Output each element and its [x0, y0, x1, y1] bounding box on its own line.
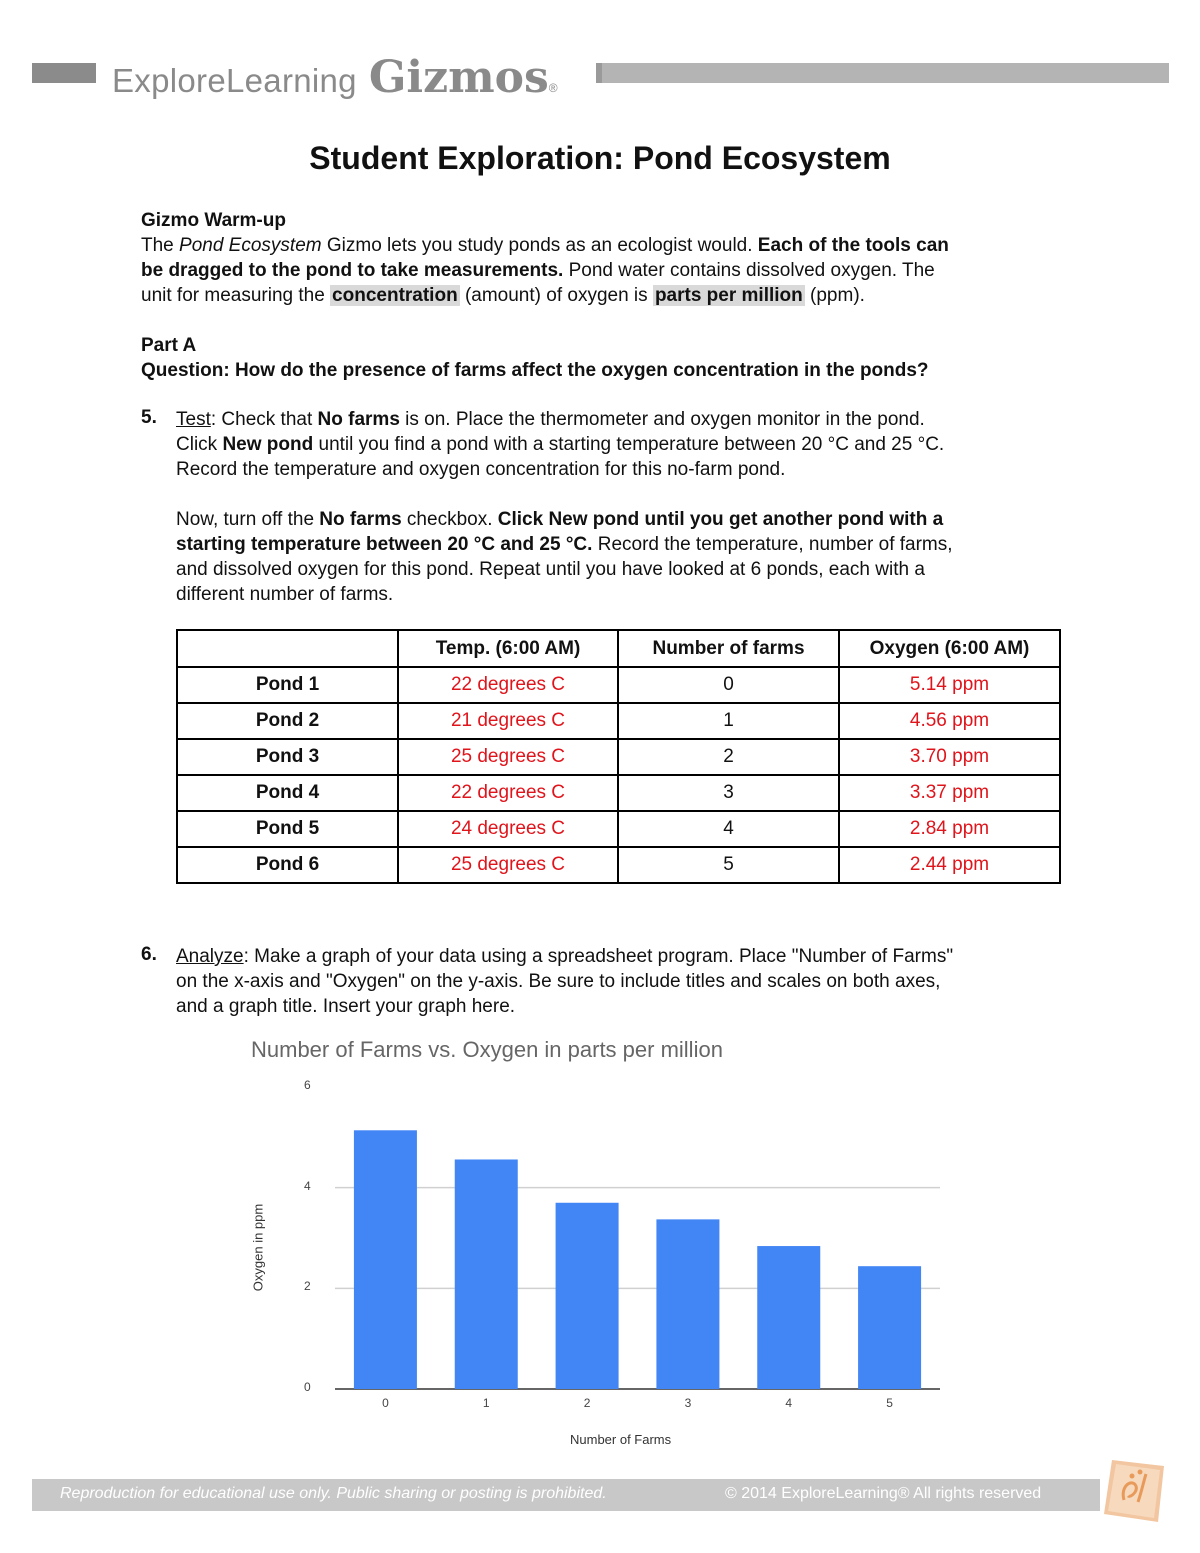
x-tick-label: 4: [785, 1396, 793, 1410]
q6-line-2: on the x-axis and "Oxygen" on the y-axis. Be sure to include titles and scales on both axes,: [176, 971, 941, 992]
pond-farms: 2: [618, 739, 839, 775]
q5-line-6: and dissolved oxygen for this pond. Repeat until you have looked at 6 ponds, each with a: [176, 559, 925, 580]
trademark-symbol: ®: [548, 81, 558, 95]
chart-bar: [757, 1246, 820, 1389]
pond-temp: 22 degrees C: [398, 775, 618, 811]
x-tick-label: 3: [684, 1396, 692, 1410]
pond-name: Pond 5: [177, 811, 398, 847]
x-tick-label: 0: [382, 1396, 389, 1410]
warmup-line-3: unit for measuring the concentration (amount) of oxygen is parts per million (ppm).: [141, 285, 865, 306]
chart-x-axis-label: Number of Farms: [570, 1432, 672, 1447]
pond-oxygen: 2.84 ppm: [839, 811, 1060, 847]
q5-line-7: different number of farms.: [176, 584, 394, 605]
pond-farms: 1: [618, 703, 839, 739]
header-farms: Number of farms: [618, 630, 839, 667]
chart-bar: [858, 1266, 921, 1389]
pond-oxygen: 4.56 ppm: [839, 703, 1060, 739]
warmup-line-2: be dragged to the pond to take measurements. Pond water contains dissolved oxygen. The: [141, 260, 935, 281]
pond-name: Pond 4: [177, 775, 398, 811]
brand-gizmos: Gizmos: [368, 52, 549, 103]
footer-copyright: © 2014 ExploreLearning® All rights reserved: [725, 1485, 1042, 1502]
x-tick-label: 1: [482, 1396, 490, 1410]
q5-line-1: Test: Check that No farms is on. Place the thermometer and oxygen monitor in the pond.: [176, 409, 925, 430]
q6-line-1: Analyze: Make a graph of your data using a spreadsheet program. Place "Number of Farms": [176, 946, 954, 967]
pond-oxygen: 3.70 ppm: [839, 739, 1060, 775]
part-a-question: Question: How do the presence of farms affect the oxygen concentration in the ponds?: [141, 360, 929, 381]
warmup-heading: Gizmo Warm-up: [141, 210, 286, 231]
q5-line-2: Click New pond until you find a pond with a starting temperature between 20 °C and 25 °C.: [176, 434, 945, 455]
q5-number: 5.: [141, 407, 157, 428]
q5-line-4: Now, turn off the No farms checkbox. Click New pond until you get another pond with a: [176, 509, 944, 530]
brand-explorelearning: ExploreLearning: [112, 62, 357, 99]
x-tick-label: 2: [583, 1396, 591, 1410]
chart-bar: [354, 1130, 417, 1389]
part-a-heading: Part A: [141, 335, 197, 356]
pond-temp: 24 degrees C: [398, 811, 618, 847]
y-tick-label: 4: [304, 1178, 311, 1193]
chart-bar: [656, 1219, 719, 1389]
pond-name: Pond 1: [177, 667, 398, 703]
chart-bar: [556, 1203, 619, 1389]
chart-title: Number of Farms vs. Oxygen in parts per million: [251, 1037, 723, 1062]
q5-line-5: starting temperature between 20 °C and 25 °C. Record the temperature, number of farms,: [176, 534, 953, 555]
page-title: Student Exploration: Pond Ecosystem: [309, 140, 891, 176]
pond-name: Pond 3: [177, 739, 398, 775]
explorelearning-badge-icon: [1098, 1456, 1168, 1526]
highlight-concentration: concentration: [332, 285, 458, 306]
y-tick-label: 6: [304, 1078, 311, 1092]
warmup-line-1: The Pond Ecosystem Gizmo lets you study ponds as an ecologist would. Each of the tools can: [141, 235, 949, 256]
footer-disclaimer: Reproduction for educational use only. Public sharing or posting is prohibited.: [60, 1485, 607, 1502]
pond-temp: 22 degrees C: [398, 667, 618, 703]
highlight-ppm: parts per million: [654, 285, 803, 306]
y-tick-label: 0: [304, 1380, 311, 1394]
pond-oxygen: 3.37 ppm: [839, 775, 1060, 811]
header-oxygen: Oxygen (6:00 AM): [839, 630, 1060, 667]
pond-oxygen: 5.14 ppm: [839, 667, 1060, 703]
pond-temp: 21 degrees C: [398, 703, 618, 739]
q6-number: 6.: [141, 944, 157, 965]
pond-farms: 5: [618, 847, 839, 883]
pond-oxygen: 2.44 ppm: [839, 847, 1060, 883]
x-tick-label: 5: [886, 1396, 893, 1410]
pond-farms: 3: [618, 775, 839, 811]
pond-name: Pond 2: [177, 703, 398, 739]
y-tick-label: 2: [304, 1279, 311, 1294]
q5-line-3: Record the temperature and oxygen concentration for this no-farm pond.: [176, 459, 786, 480]
q6-line-3: and a graph title. Insert your graph here.: [176, 996, 516, 1017]
pond-farms: 0: [618, 667, 839, 703]
pond-temp: 25 degrees C: [398, 847, 618, 883]
chart-y-axis-label: Oxygen in ppm: [250, 1203, 266, 1292]
header-temp: Temp. (6:00 AM): [398, 630, 618, 667]
chart-bar: [455, 1159, 518, 1389]
pond-name: Pond 6: [177, 847, 398, 883]
pond-farms: 4: [618, 811, 839, 847]
pond-temp: 25 degrees C: [398, 739, 618, 775]
